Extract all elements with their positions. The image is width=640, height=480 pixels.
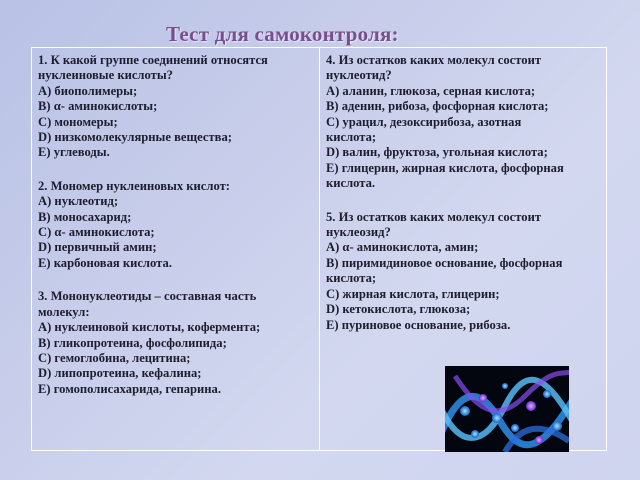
question-4: [326, 53, 601, 192]
answer-option: А) нуклеотид;: [38, 194, 119, 209]
answer-option: кислота.: [326, 176, 376, 191]
answer-option: А) аланин, глюкоза, серная кислота;: [326, 83, 536, 98]
answer-option: С) α- аминокислота;: [38, 225, 155, 240]
question-3-text: 3. Мононуклеотиды – составная часть: [38, 289, 257, 304]
answer-option: кислота;: [326, 271, 377, 286]
answer-option: С) жирная кислота, глицерин;: [326, 286, 500, 301]
page-title: Тест для самоконтроля:: [166, 22, 399, 46]
question-5: [326, 210, 601, 333]
answer-option: D) первичный амин;: [38, 240, 157, 255]
question-3: [38, 289, 314, 397]
left-column: [32, 48, 320, 450]
right-column: [320, 48, 606, 450]
answer-option: Е) карбоновая кислота.: [38, 255, 172, 270]
answer-option: А) биополимеры;: [38, 83, 138, 98]
answer-option: Е) глицерин, жирная кислота, фосфорная: [326, 160, 564, 175]
answer-option: В) аденин, рибоза, фосфорная кислота;: [326, 99, 549, 114]
answer-option: С) гемоглобина, лецитина;: [38, 350, 191, 365]
answer-option: D) кетокислота, глюкоза;: [326, 302, 471, 317]
answer-option: С) урацил, дезоксирибоза, азотная: [326, 114, 522, 129]
answer-option: Е) углеводы.: [38, 145, 110, 160]
answer-option: В) пиримидиновое основание, фосфорная: [326, 255, 563, 270]
dna-helix-icon: [445, 366, 569, 452]
answer-option: кислота;: [326, 130, 377, 145]
answer-option: D) низкомолекулярные вещества;: [38, 130, 232, 145]
answer-option: D) валин, фруктоза, угольная кислота;: [326, 145, 548, 160]
question-1: [38, 53, 314, 161]
question-3-text: молекул:: [38, 304, 90, 319]
answer-option: В) α- аминокислоты;: [38, 99, 158, 114]
test-table: [31, 47, 607, 451]
answer-option: А) нуклеиновой кислоты, кофермента;: [38, 320, 261, 335]
answer-option: Е) пуриновое основание, рибоза.: [326, 317, 511, 332]
answer-option: С) мономеры;: [38, 114, 118, 129]
answer-option: В) моносахарид;: [38, 209, 132, 224]
answer-option: D) липопротеина, кефалина;: [38, 366, 202, 381]
question-4-text: 4. Из остатков каких молекул состоит: [326, 53, 542, 67]
answer-option: А) α- аминокислота, амин;: [326, 240, 479, 255]
question-1-text: нуклеиновые кислоты?: [38, 68, 173, 83]
question-2: [38, 179, 314, 271]
question-4-text: нуклеотид?: [326, 68, 392, 83]
question-1-text: 1. К какой группе соединений относятся: [38, 53, 268, 67]
question-5-text: нуклеозид?: [326, 225, 391, 240]
answer-option: Е) гомополисахарида, гепарина.: [38, 381, 221, 396]
question-5-text: 5. Из остатков каких молекул состоит: [326, 209, 542, 224]
answer-option: В) гликопротеина, фосфолипида;: [38, 335, 227, 350]
question-2-text: 2. Мономер нуклеиновых кислот:: [38, 178, 230, 193]
